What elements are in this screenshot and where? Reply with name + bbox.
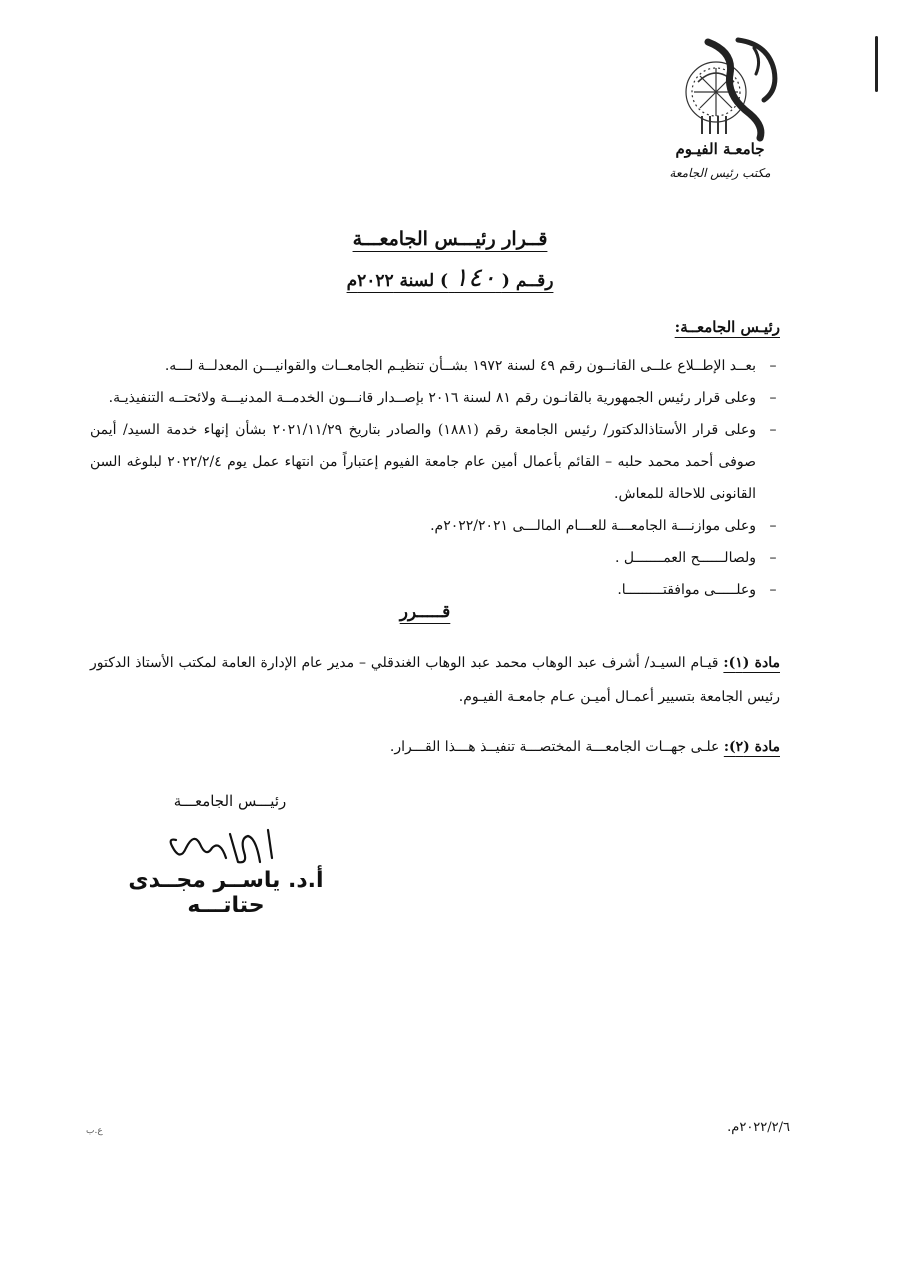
- decision-number-handwritten: ١٤٠: [454, 263, 496, 293]
- bullet-dash-icon: –: [769, 518, 777, 534]
- decision-number-suffix: ) لسنة ٢٠٢٢م: [346, 271, 449, 291]
- article-1: [90, 646, 780, 714]
- preamble-text: وعلى موازنـــة الجامعـــة للعـــام المالـــى ٢٠٢٢/٢٠٢١م.: [430, 518, 756, 534]
- preamble-item: [90, 414, 780, 510]
- decision-number-prefix: رقــم (: [501, 271, 554, 291]
- scan-margin-mark: [875, 36, 878, 92]
- preamble-item: [90, 510, 780, 542]
- article-text: قيـام السيـد/ أشرف عبد الوهاب محمد عبد الوهاب الغندقلي – مدير عام الإدارة العامة لمكتب الأستاذ الدكتور رئيس الجامعة بتسيير أعمـال أميـن عـام جامعـة الفيـوم.: [90, 655, 780, 705]
- decision-number: [280, 263, 620, 293]
- preamble-text: وعلـــــى موافقتـــــــــا.: [617, 582, 756, 598]
- preamble-item: [90, 542, 780, 574]
- bullet-dash-icon: –: [769, 422, 777, 438]
- preamble-item: [90, 350, 780, 382]
- article-label: مادة (١):: [723, 655, 780, 671]
- preamble-text: وعلى قرار رئيس الجمهورية بالقانـون رقم ٨١ لسنة ٢٠١٦ بإصــدار قانـــون الخدمــة المدنيـــة ولائحتــه التنفيذيـة.: [108, 390, 756, 406]
- decision-title: قــرار رئيـــس الجامعـــة: [352, 228, 548, 250]
- university-name: جامعـة الفيـوم: [675, 140, 765, 158]
- university-logo: [664, 34, 788, 144]
- office-name: مكتب رئيس الجامعة: [669, 166, 771, 180]
- footer-date: ٢٠٢٢/٢/٦م.: [727, 1120, 790, 1135]
- signature-title: رئيـــس الجامعـــة: [173, 792, 287, 810]
- signatory-name: أ.د. ياســر مجــدى حتاتـــه: [128, 868, 324, 918]
- preamble-list: [90, 350, 780, 606]
- bullet-dash-icon: –: [769, 550, 777, 566]
- preamble-text: وعلى قرار الأستاذالدكتور/ رئيس الجامعة رقم (١٨٨١) والصادر بتاريخ ٢٠٢١/١١/٢٩ بشأن إنهاء خدمة السيد/ أيمن صوفى أحمد محمد حلبه – القائم بأعمال أمين عام جامعة الفيوم إعتباراً من انتهاء عمل يوم ٢٠٢٢/٢/٤ لبلوغه السن القانونى للاحالة للمعاش.: [90, 422, 756, 502]
- preamble-text: بعــد الإطــلاع علــى القانــون رقم ٤٩ لسنة ١٩٧٢ بشــأن تنظيـم الجامعــات والقوانيـــن المعدلــة لـــه.: [164, 358, 756, 374]
- bullet-dash-icon: –: [769, 358, 777, 374]
- bullet-dash-icon: –: [769, 582, 777, 598]
- university-logo-icon: [664, 34, 788, 144]
- preamble-text: ولصالــــــح العمـــــــل .: [614, 550, 756, 566]
- bullet-dash-icon: –: [769, 390, 777, 406]
- article-2: [90, 730, 780, 764]
- article-label: مادة (٢):: [723, 739, 780, 755]
- addressee-heading: رئيـس الجامعــة:: [674, 318, 780, 336]
- resolved-heading: قـــــرر: [399, 602, 451, 622]
- article-text: علـى جهــات الجامعـــة المختصـــة تنفيــذ هـــذا القـــرار.: [389, 739, 720, 755]
- footer-reference: ع.ب: [86, 1126, 103, 1136]
- preamble-item: [90, 382, 780, 414]
